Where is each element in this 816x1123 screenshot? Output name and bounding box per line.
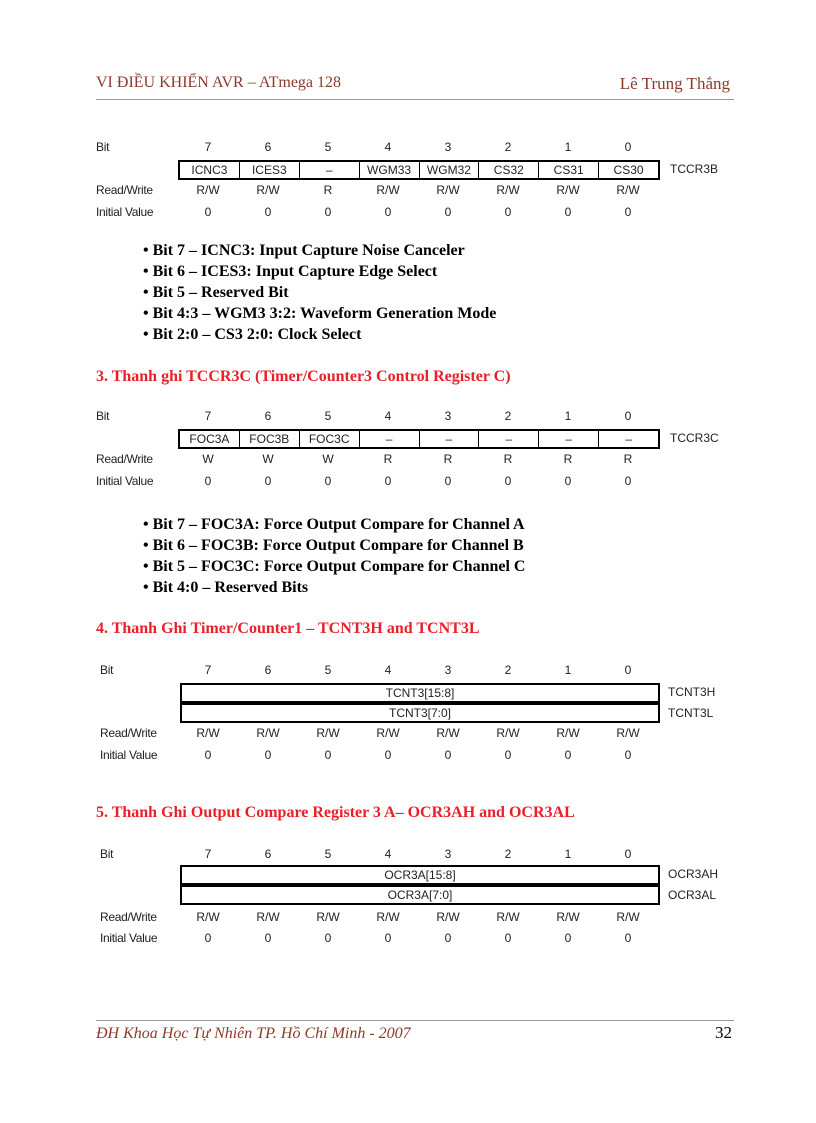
bit-number: 7 — [204, 663, 212, 677]
section-heading-4: 4. Thanh Ghi Timer/Counter1 – TCNT3H and TCNT3L — [96, 620, 480, 637]
bit-description: • Bit 4:3 – WGM3 3:2: Waveform Generation Mode — [143, 305, 497, 322]
header-author: Lê Trung Thắng — [619, 74, 730, 93]
bit-number: 5 — [324, 409, 332, 423]
bit-value: 0 — [204, 205, 212, 219]
bit-value: 0 — [324, 474, 332, 488]
bit-value: 0 — [264, 748, 272, 762]
bit-number: 7 — [204, 847, 212, 861]
rw-label: Read/Write — [96, 452, 153, 466]
bit-number: 6 — [264, 663, 272, 677]
bit-value: R/W — [496, 726, 520, 740]
bit-number: 5 — [324, 847, 332, 861]
bit-value: 0 — [504, 205, 512, 219]
bit-value: R/W — [256, 183, 280, 197]
register-name: TCCR3C — [670, 431, 719, 445]
bit-description: • Bit 5 – FOC3C: Force Output Compare for Channel C — [143, 558, 526, 575]
bit-label: Bit — [100, 663, 114, 677]
page-header — [96, 74, 734, 100]
bit-value: W — [322, 452, 334, 466]
bit-description: • Bit 2:0 – CS3 2:0: Clock Select — [143, 326, 362, 343]
bit-number: 1 — [564, 140, 572, 154]
bit-value: R — [503, 452, 513, 466]
bit-number: 2 — [504, 409, 512, 423]
bit-value: R — [383, 452, 393, 466]
bit-cell: – — [539, 431, 599, 447]
bit-number: 4 — [384, 663, 392, 677]
bit-cells — [178, 160, 660, 180]
section-heading-3: 3. Thanh ghi TCCR3C (Timer/Counter3 Control Register C) — [96, 368, 511, 385]
bit-value: 0 — [204, 474, 212, 488]
bit-description: • Bit 6 – ICES3: Input Capture Edge Select — [143, 263, 438, 280]
bit-number: 7 — [204, 140, 212, 154]
bit-value: 0 — [324, 748, 332, 762]
bit-value: R/W — [196, 910, 220, 924]
bit-cell: CS32 — [479, 162, 539, 178]
bit-value: 0 — [384, 205, 392, 219]
section-heading-5: 5. Thanh Ghi Output Compare Register 3 A– OCR3AH and OCR3AL — [96, 804, 575, 821]
bit-cell: – — [300, 162, 360, 178]
bit-value: R/W — [376, 726, 400, 740]
bit-value: 0 — [504, 748, 512, 762]
bit-cell: CS30 — [613, 163, 644, 177]
bit-cell: FOC3A — [180, 431, 240, 447]
bit-value: 0 — [624, 748, 632, 762]
ocr3a-low-cell: OCR3A[7:0] — [180, 885, 660, 905]
bit-description: • Bit 4:0 – Reserved Bits — [143, 579, 309, 596]
page-footer — [96, 1020, 734, 1050]
bit-value: 0 — [564, 931, 572, 945]
bit-value: R/W — [196, 183, 220, 197]
bit-cell: FOC3B — [240, 431, 300, 447]
tccr3c-bit-list — [143, 514, 525, 598]
bit-cells — [178, 429, 660, 449]
bit-value: R/W — [616, 910, 640, 924]
bit-value: R/W — [256, 726, 280, 740]
bit-value: R/W — [556, 183, 580, 197]
bit-value: 0 — [624, 205, 632, 219]
bit-number: 1 — [564, 663, 572, 677]
bit-cell: FOC3C — [300, 431, 360, 447]
bit-value: 0 — [444, 205, 452, 219]
bit-label: Bit — [100, 847, 114, 861]
bit-number: 3 — [444, 847, 452, 861]
rw-label: Read/Write — [96, 183, 153, 197]
bit-value: 0 — [384, 474, 392, 488]
bit-value: 0 — [624, 474, 632, 488]
bit-value: R/W — [616, 183, 640, 197]
bit-description: • Bit 7 – FOC3A: Force Output Compare for Channel A — [143, 516, 525, 533]
bit-value: R/W — [376, 183, 400, 197]
bit-number: 5 — [324, 140, 332, 154]
tcnt3h-name: TCNT3H — [668, 685, 716, 699]
bit-value: R/W — [196, 726, 220, 740]
bit-cell: WGM32 — [420, 162, 480, 178]
bit-number: 2 — [504, 140, 512, 154]
bit-value: R — [563, 452, 573, 466]
bit-value: R/W — [436, 183, 460, 197]
bit-value: R/W — [496, 183, 520, 197]
bit-value: R — [323, 183, 333, 197]
tcnt3-high-cell: TCNT3[15:8] — [180, 683, 660, 703]
bit-value: W — [262, 452, 274, 466]
bit-value: 0 — [444, 474, 452, 488]
bit-value: 0 — [204, 931, 212, 945]
bit-value: 0 — [564, 748, 572, 762]
bit-cell: CS31 — [539, 162, 599, 178]
bit-value: R/W — [436, 910, 460, 924]
bit-number: 0 — [624, 140, 632, 154]
bit-number: 6 — [264, 847, 272, 861]
rw-label: Read/Write — [100, 726, 157, 740]
bit-number: 3 — [444, 140, 452, 154]
bit-value: 0 — [504, 474, 512, 488]
bit-value: 0 — [264, 205, 272, 219]
bit-number: 5 — [324, 663, 332, 677]
bit-value: 0 — [264, 931, 272, 945]
bit-value: R/W — [316, 910, 340, 924]
bit-cell: ICES3 — [240, 162, 300, 178]
rw-label: Read/Write — [100, 910, 157, 924]
bit-number: 3 — [444, 663, 452, 677]
init-label: Initial Value — [100, 748, 158, 762]
footer-institution: ĐH Khoa Học Tự Nhiên TP. Hồ Chí Minh - 2007 — [96, 1025, 411, 1042]
bit-value: 0 — [564, 205, 572, 219]
bit-value: 0 — [264, 474, 272, 488]
bit-value: 0 — [504, 931, 512, 945]
header-title: VI ĐIỀU KHIỂN AVR – ATmega 128 — [96, 74, 342, 91]
bit-value: 0 — [624, 931, 632, 945]
bit-value: R/W — [556, 910, 580, 924]
bit-number: 1 — [564, 409, 572, 423]
tcnt3l-name: TCNT3L — [668, 706, 714, 720]
bit-description: • Bit 7 – ICNC3: Input Capture Noise Canceler — [143, 242, 465, 259]
bit-value: R/W — [376, 910, 400, 924]
init-label: Initial Value — [100, 931, 158, 945]
bit-number: 4 — [384, 409, 392, 423]
bit-number: 7 — [204, 409, 212, 423]
bit-value: 0 — [324, 931, 332, 945]
bit-description: • Bit 5 – Reserved Bit — [143, 284, 289, 301]
bit-value: 0 — [564, 474, 572, 488]
bit-label: Bit — [96, 409, 110, 423]
tccr3b-bit-list — [143, 240, 496, 345]
bit-cell: – — [420, 431, 480, 447]
bit-number: 0 — [624, 847, 632, 861]
bit-number: 6 — [264, 140, 272, 154]
tcnt3-low-cell: TCNT3[7:0] — [180, 703, 660, 723]
ocr3a-high-cell: OCR3A[15:8] — [180, 865, 660, 885]
ocr3al-name: OCR3AL — [668, 888, 717, 902]
bit-cell: – — [360, 431, 420, 447]
ocr3ah-name: OCR3AH — [668, 867, 719, 881]
bit-number: 0 — [624, 663, 632, 677]
page-number: 32 — [715, 1023, 732, 1042]
bit-label: Bit — [96, 140, 110, 154]
bit-number: 0 — [624, 409, 632, 423]
bit-value: R — [623, 452, 633, 466]
bit-cell: – — [479, 431, 539, 447]
bit-number: 3 — [444, 409, 452, 423]
bit-cell: WGM33 — [360, 162, 420, 178]
register-name: TCCR3B — [670, 162, 719, 176]
bit-value: R/W — [556, 726, 580, 740]
bit-number: 1 — [564, 847, 572, 861]
bit-value: 0 — [204, 748, 212, 762]
bit-value: 0 — [384, 931, 392, 945]
bit-number: 4 — [384, 847, 392, 861]
bit-number: 2 — [504, 663, 512, 677]
bit-value: 0 — [444, 931, 452, 945]
bit-value: R/W — [316, 726, 340, 740]
bit-value: R/W — [616, 726, 640, 740]
bit-description: • Bit 6 – FOC3B: Force Output Compare for Channel B — [143, 537, 524, 554]
bit-value: R/W — [496, 910, 520, 924]
bit-value: 0 — [324, 205, 332, 219]
init-label: Initial Value — [96, 474, 154, 488]
bit-cell: ICNC3 — [180, 162, 240, 178]
bit-value: R — [443, 452, 453, 466]
bit-value: W — [202, 452, 214, 466]
bit-number: 4 — [384, 140, 392, 154]
init-label: Initial Value — [96, 205, 154, 219]
bit-value: R/W — [256, 910, 280, 924]
bit-cell: – — [625, 432, 632, 446]
bit-value: 0 — [384, 748, 392, 762]
bit-value: R/W — [436, 726, 460, 740]
bit-number: 2 — [504, 847, 512, 861]
bit-value: 0 — [444, 748, 452, 762]
bit-number: 6 — [264, 409, 272, 423]
